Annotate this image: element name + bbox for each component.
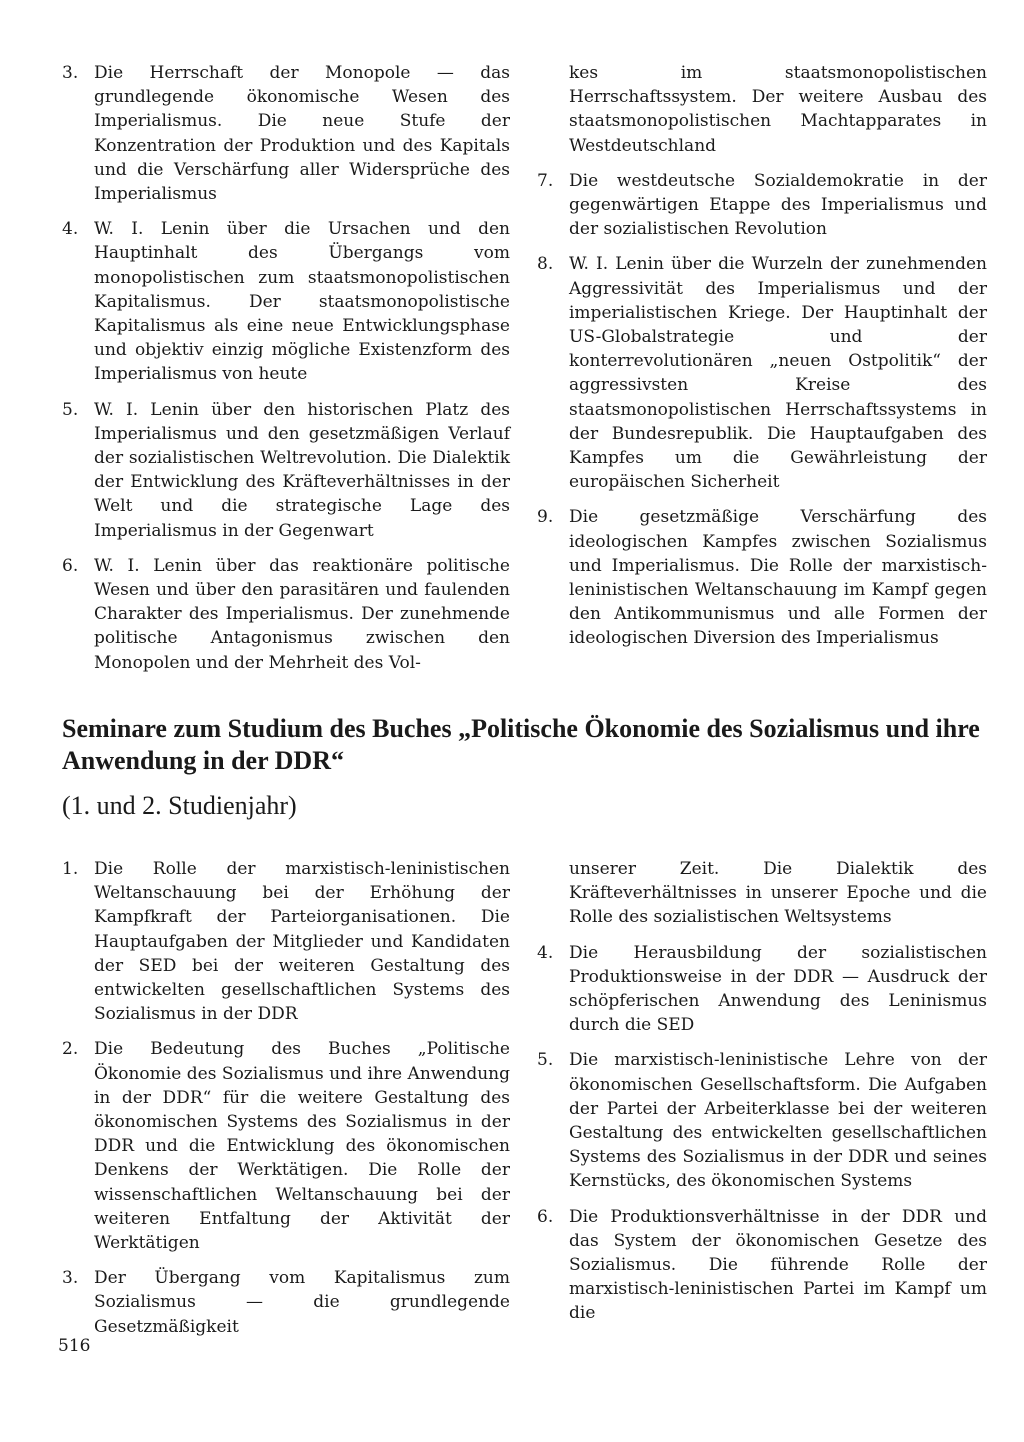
item-number: 8. xyxy=(537,254,554,275)
top-left-column xyxy=(62,61,510,675)
item-number: 2. xyxy=(62,1039,79,1060)
item-text: W. I. Lenin über den historischen Platz des Imperialismus und den gesetzmäßigen Verlauf der sozialistischen Weltrevolution. Die Dialektik der Entwicklung des Kräfteverhältnisses in der Welt und die strategische Lage des Imperialismus in der Gegenwart xyxy=(94,399,510,541)
section-heading: Seminare zum Studium des Buches „Politische Ökonomie des Sozialismus und ihre Anwendung in der DDR“ xyxy=(62,714,980,775)
bottom-left-column xyxy=(62,857,510,1339)
item-text: W. I. Lenin über das reaktionäre politische Wesen und über den parasitären und faulenden Charakter des Imperialismus. Der zunehmende politische Antagonismus zwischen den Monopolen und der Mehrheit des Vol- xyxy=(94,555,510,673)
list-item xyxy=(537,169,987,242)
item-text: Die gesetzmäßige Verschärfung des ideologischen Kampfes zwischen Sozialismus und Imperialismus. Die Rolle der marxistisch-leninistischen Weltanschauung im Kampf gegen den Antikommunismus und alle Formen der ideologischen Diversion des Imperialismus xyxy=(569,507,987,649)
list-item xyxy=(537,941,987,1038)
page-number: 516 xyxy=(58,1336,91,1356)
item-number: 1. xyxy=(62,859,79,879)
item-text: Die Bedeutung des Buches „Politische Ökonomie des Sozialismus und ihre Anwendung in der DDR“ für die weitere Gestaltung des ökonomischen Systems des Sozialismus in der DDR und die Entwicklung des ökonomischen Denkens der Werktätigen. Die Rolle der wissenschaftlichen Weltanschauung bei der weiteren Entfaltung der Aktivität der Werktätigen xyxy=(94,1039,510,1254)
list-item xyxy=(62,554,510,675)
section-subheading: (1. und 2. Studienjahr) xyxy=(62,791,297,820)
item-text: W. I. Lenin über die Ursachen und den Hauptinhalt des Übergangs vom monopolistischen zum staatsmonopolistischen Kapitalismus. Der staatsmonopolistische Kapitalismus als eine neue Entwicklungsphase und objektiv einzig mögliche Existenzform des Imperialismus von heute xyxy=(94,219,510,385)
item-number: 9. xyxy=(537,507,554,528)
top-right-column xyxy=(537,61,987,651)
item-number: 6. xyxy=(62,555,79,576)
item-number: 3. xyxy=(62,1268,79,1289)
item-number: 6. xyxy=(537,1206,554,1227)
item-text: Die Produktionsverhältnisse in der DDR und das System der ökonomischen Gesetze des Sozialismus. Die führende Rolle der marxistisch-leninistischen Partei im Kampf um die xyxy=(569,1206,987,1324)
item-text: Die Herausbildung der sozialistischen Produktionsweise in der DDR — Ausdruck der schöpferischen Anwendung des Leninismus durch die SED xyxy=(569,942,987,1036)
continued-text: kes im staatsmonopolistischen Herrschaftssystem. Der weitere Ausbau des staatsmonopolistischen Machtapparates in Westdeutschland xyxy=(569,63,987,156)
list-item xyxy=(62,857,510,1026)
item-number: 4. xyxy=(537,942,554,963)
list-item xyxy=(62,1266,510,1339)
list-item xyxy=(62,1037,510,1255)
item-text: Der Übergang vom Kapitalismus zum Sozialismus — die grundlegende Gesetzmäßigkeit xyxy=(94,1268,510,1337)
item-number: 4. xyxy=(62,219,79,240)
item-number: 5. xyxy=(537,1050,554,1071)
item-text: Die Rolle der marxistisch-leninistischen Weltanschauung bei der Erhöhung der Kampfkraft der Parteiorganisationen. Die Hauptaufgaben der Mitglieder und Kandidaten der SED bei der weiteren Gestaltung des entwickelten gesellschaftlichen Systems des Sozialismus in der DDR xyxy=(94,859,510,1025)
item-text: Die marxistisch-leninistische Lehre von der ökonomischen Gesellschaftsform. Die Aufgaben der Partei der Arbeiterklasse bei der weiteren Gestaltung des entwickelten gesellschaftlichen Systems des Sozialismus in der DDR und seines Kernstücks, des ökonomischen Systems xyxy=(569,1050,987,1192)
item-text: Die westdeutsche Sozialdemokratie in der gegenwärtigen Etappe des Imperialismus und der sozialistischen Revolution xyxy=(569,170,987,240)
list-item xyxy=(62,217,510,386)
list-item xyxy=(62,398,510,543)
bottom-right-column xyxy=(537,857,987,1326)
item-text: Die Herrschaft der Monopole — das grundlegende ökonomische Wesen des Imperialismus. Die neue Stufe der Konzentration der Produktion und des Kapitals und die Verschärfung aller Widersprüche des Imperialismus xyxy=(94,63,510,205)
item-number: 5. xyxy=(62,399,79,420)
item-number: 7. xyxy=(537,170,554,191)
list-item xyxy=(62,61,510,206)
list-item xyxy=(537,505,987,650)
list-item xyxy=(537,252,987,494)
item-text: W. I. Lenin über die Wurzeln der zunehmenden Aggressivität des Imperialismus und der imperialistischen Kriege. Der Hauptinhalt der US-Globalstrategie und der konterrevolutionären „neuen Ostpolitik“ der aggressivsten Kreise des staatsmonopolistischen Herrschaftssystems in der Bundesrepublik. Die Hauptaufgaben des Kampfes um die Gewährleistung der europäischen Sicherheit xyxy=(569,254,987,493)
list-item xyxy=(537,1048,987,1193)
list-item xyxy=(537,1205,987,1326)
item-number: 3. xyxy=(62,63,79,83)
continued-text: unserer Zeit. Die Dialektik des Kräfteverhältnisses in unserer Epoche und die Rolle des sozialistischen Weltsystems xyxy=(569,859,987,928)
